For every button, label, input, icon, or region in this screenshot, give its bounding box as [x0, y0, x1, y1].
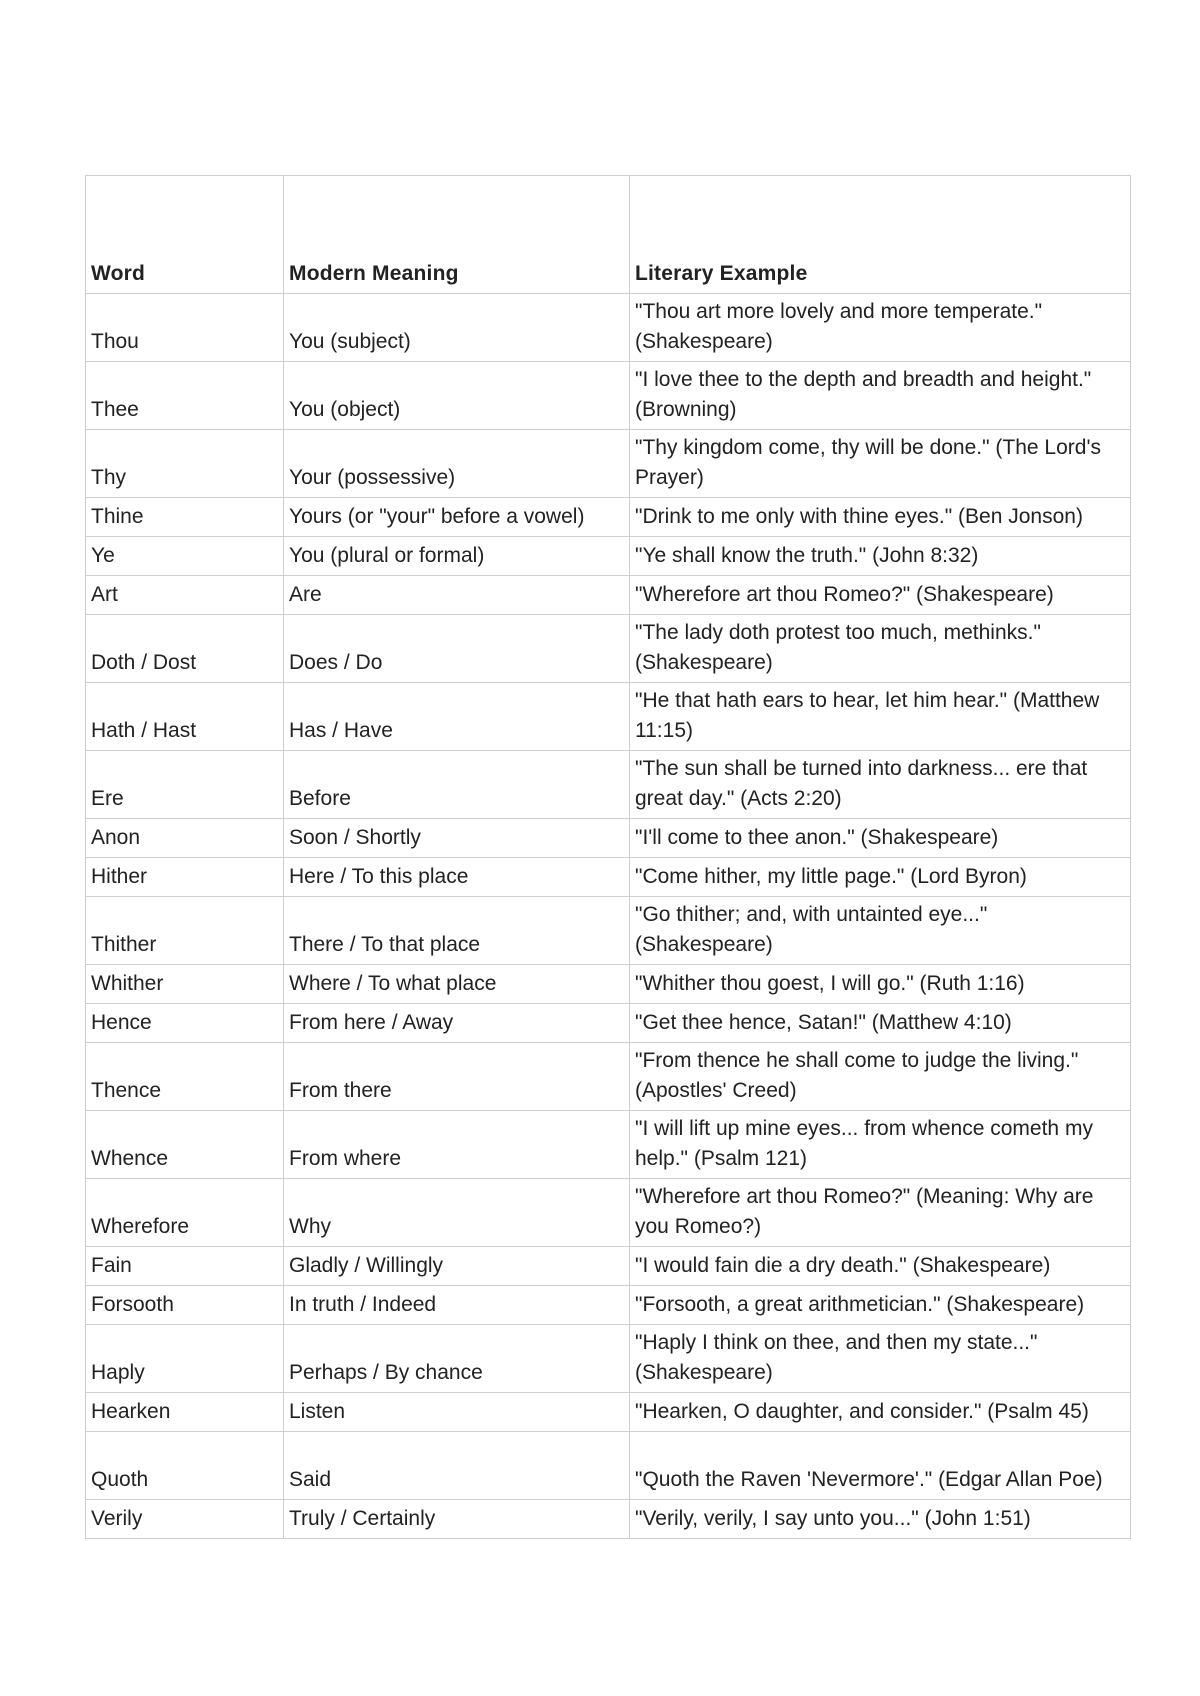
- word-cell: Thither: [86, 897, 284, 965]
- table-row: [86, 294, 1131, 362]
- literary-example-cell: "I'll come to thee anon." (Shakespeare): [630, 819, 1131, 858]
- modern-meaning-cell: Your (possessive): [284, 430, 630, 498]
- word-cell: Haply: [86, 1325, 284, 1393]
- literary-example-cell: "Go thither; and, with untainted eye..." (Shakespeare): [630, 897, 1131, 965]
- table-row: [86, 537, 1131, 576]
- table-row: [86, 1247, 1131, 1286]
- table-row: [86, 965, 1131, 1004]
- word-cell: Verily: [86, 1500, 284, 1539]
- word-cell: Whither: [86, 965, 284, 1004]
- modern-meaning-cell: Why: [284, 1179, 630, 1247]
- word-cell: Fain: [86, 1247, 284, 1286]
- word-cell: Ye: [86, 537, 284, 576]
- table-row: [86, 1179, 1131, 1247]
- table-row: [86, 498, 1131, 537]
- word-cell: Thence: [86, 1043, 284, 1111]
- table-row: [86, 1432, 1131, 1500]
- modern-meaning-cell: In truth / Indeed: [284, 1286, 630, 1325]
- literary-example-cell: "Come hither, my little page." (Lord Byron): [630, 858, 1131, 897]
- modern-meaning-cell: From where: [284, 1111, 630, 1179]
- table-row: [86, 897, 1131, 965]
- word-cell: Wherefore: [86, 1179, 284, 1247]
- modern-meaning-cell: Does / Do: [284, 615, 630, 683]
- modern-meaning-cell: Soon / Shortly: [284, 819, 630, 858]
- word-cell: Hearken: [86, 1393, 284, 1432]
- modern-meaning-cell: You (object): [284, 362, 630, 430]
- modern-meaning-cell: Here / To this place: [284, 858, 630, 897]
- table-row: [86, 1043, 1131, 1111]
- modern-meaning-cell: Are: [284, 576, 630, 615]
- literary-example-cell: "From thence he shall come to judge the living." (Apostles' Creed): [630, 1043, 1131, 1111]
- literary-example-cell: "Get thee hence, Satan!" (Matthew 4:10): [630, 1004, 1131, 1043]
- word-cell: Thee: [86, 362, 284, 430]
- modern-meaning-cell: There / To that place: [284, 897, 630, 965]
- word-cell: Thy: [86, 430, 284, 498]
- table-row: [86, 576, 1131, 615]
- literary-example-cell: "Quoth the Raven 'Nevermore'." (Edgar Allan Poe): [630, 1432, 1131, 1500]
- literary-example-cell: "Hearken, O daughter, and consider." (Psalm 45): [630, 1393, 1131, 1432]
- literary-example-cell: "Ye shall know the truth." (John 8:32): [630, 537, 1131, 576]
- literary-example-cell: "I will lift up mine eyes... from whence cometh my help." (Psalm 121): [630, 1111, 1131, 1179]
- modern-meaning-cell: From there: [284, 1043, 630, 1111]
- table-row: [86, 683, 1131, 751]
- literary-example-cell: "The lady doth protest too much, methinks." (Shakespeare): [630, 615, 1131, 683]
- table-row: [86, 1286, 1131, 1325]
- table-row: [86, 1500, 1131, 1539]
- table-row: [86, 1004, 1131, 1043]
- modern-meaning-cell: Before: [284, 751, 630, 819]
- literary-example-cell: "Forsooth, a great arithmetician." (Shakespeare): [630, 1286, 1131, 1325]
- word-cell: Ere: [86, 751, 284, 819]
- word-cell: Hither: [86, 858, 284, 897]
- word-cell: Thine: [86, 498, 284, 537]
- header-word: Word: [86, 176, 284, 294]
- literary-example-cell: "He that hath ears to hear, let him hear." (Matthew 11:15): [630, 683, 1131, 751]
- table-row: [86, 1325, 1131, 1393]
- modern-meaning-cell: Perhaps / By chance: [284, 1325, 630, 1393]
- word-cell: Hath / Hast: [86, 683, 284, 751]
- modern-meaning-cell: Gladly / Willingly: [284, 1247, 630, 1286]
- modern-meaning-cell: Yours (or "your" before a vowel): [284, 498, 630, 537]
- table-row: [86, 751, 1131, 819]
- archaic-words-table: [85, 175, 1131, 1539]
- literary-example-cell: "The sun shall be turned into darkness... ere that great day." (Acts 2:20): [630, 751, 1131, 819]
- modern-meaning-cell: From here / Away: [284, 1004, 630, 1043]
- word-cell: Quoth: [86, 1432, 284, 1500]
- table-row: [86, 858, 1131, 897]
- word-cell: Art: [86, 576, 284, 615]
- table-row: [86, 362, 1131, 430]
- word-cell: Whence: [86, 1111, 284, 1179]
- modern-meaning-cell: Has / Have: [284, 683, 630, 751]
- modern-meaning-cell: You (plural or formal): [284, 537, 630, 576]
- literary-example-cell: "Wherefore art thou Romeo?" (Meaning: Why are you Romeo?): [630, 1179, 1131, 1247]
- table-row: [86, 1111, 1131, 1179]
- table-row: [86, 430, 1131, 498]
- literary-example-cell: "Verily, verily, I say unto you..." (John 1:51): [630, 1500, 1131, 1539]
- table-row: [86, 615, 1131, 683]
- table-row: [86, 1393, 1131, 1432]
- literary-example-cell: "Whither thou goest, I will go." (Ruth 1:16): [630, 965, 1131, 1004]
- table-row: [86, 819, 1131, 858]
- modern-meaning-cell: Where / To what place: [284, 965, 630, 1004]
- literary-example-cell: "Thy kingdom come, thy will be done." (The Lord's Prayer): [630, 430, 1131, 498]
- word-cell: Forsooth: [86, 1286, 284, 1325]
- word-cell: Anon: [86, 819, 284, 858]
- modern-meaning-cell: Listen: [284, 1393, 630, 1432]
- literary-example-cell: "Drink to me only with thine eyes." (Ben Jonson): [630, 498, 1131, 537]
- word-cell: Thou: [86, 294, 284, 362]
- word-cell: Doth / Dost: [86, 615, 284, 683]
- literary-example-cell: "Haply I think on thee, and then my state..." (Shakespeare): [630, 1325, 1131, 1393]
- modern-meaning-cell: Truly / Certainly: [284, 1500, 630, 1539]
- literary-example-cell: "Thou art more lovely and more temperate." (Shakespeare): [630, 294, 1131, 362]
- header-modern-meaning: Modern Meaning: [284, 176, 630, 294]
- header-literary-example: Literary Example: [630, 176, 1131, 294]
- literary-example-cell: "I would fain die a dry death." (Shakespeare): [630, 1247, 1131, 1286]
- word-cell: Hence: [86, 1004, 284, 1043]
- table-header-row: [86, 176, 1131, 294]
- literary-example-cell: "I love thee to the depth and breadth and height." (Browning): [630, 362, 1131, 430]
- modern-meaning-cell: Said: [284, 1432, 630, 1500]
- literary-example-cell: "Wherefore art thou Romeo?" (Shakespeare): [630, 576, 1131, 615]
- modern-meaning-cell: You (subject): [284, 294, 630, 362]
